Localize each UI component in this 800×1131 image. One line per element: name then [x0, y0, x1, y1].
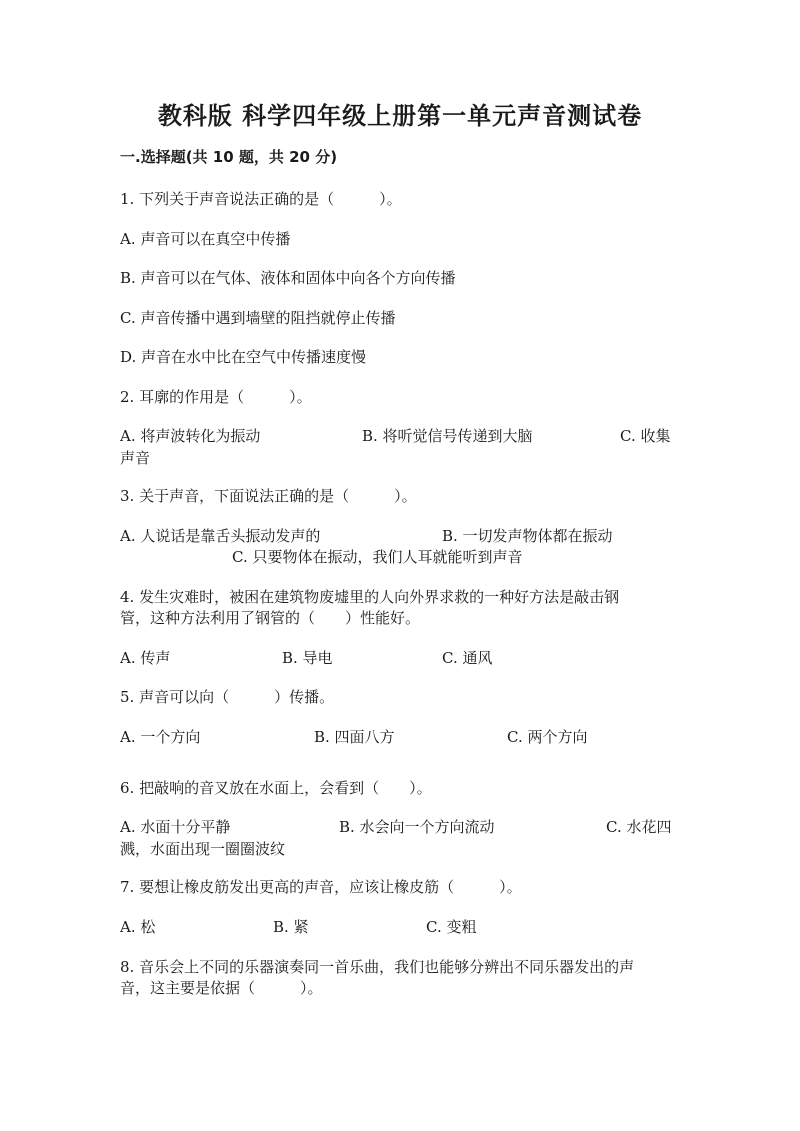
question-8-stem-line-2: 音，这主要是依据（ ）。 — [120, 979, 323, 997]
question-5-option-c[interactable]: C. 两个方向 — [507, 728, 588, 746]
question-5-stem: 5. 声音可以向（ ）传播。 — [120, 688, 335, 706]
question-7-option-c[interactable]: C. 变粗 — [426, 918, 477, 936]
question-3-option-a[interactable]: A. 人说话是靠舌头振动发声的 — [120, 527, 321, 545]
question-7-option-b[interactable]: B. 紧 — [273, 918, 309, 936]
question-2-option-c-continued: 声音 — [120, 449, 151, 467]
question-2-option-c[interactable]: C. 收集 — [620, 427, 671, 445]
page-title: 教科版 科学四年级上册第一单元声音测试卷 — [157, 102, 643, 130]
question-4-option-b[interactable]: B. 导电 — [282, 649, 333, 667]
question-2-option-b[interactable]: B. 将听觉信号传递到大脑 — [362, 427, 533, 445]
question-5-option-a[interactable]: A. 一个方向 — [120, 728, 201, 746]
question-3-option-c[interactable]: C. 只要物体在振动，我们人耳就能听到声音 — [232, 548, 523, 566]
question-5-option-b[interactable]: B. 四面八方 — [314, 728, 395, 746]
question-4-option-a[interactable]: A. 传声 — [120, 649, 171, 667]
question-4-stem-line-2: 管，这种方法利用了钢管的（ ）性能好。 — [120, 609, 421, 627]
question-1-option-a[interactable]: A. 声音可以在真空中传播 — [120, 230, 291, 248]
question-2-stem: 2. 耳廓的作用是（ ）。 — [120, 388, 312, 406]
question-1-option-c[interactable]: C. 声音传播中遇到墙壁的阻挡就停止传播 — [120, 309, 396, 327]
section-heading: 一.选择题(共 10 题，共 20 分) — [120, 148, 338, 166]
question-1-stem: 1. 下列关于声音说法正确的是（ ）。 — [120, 190, 402, 208]
question-7-option-a[interactable]: A. 松 — [120, 918, 156, 936]
question-3-stem: 3. 关于声音，下面说法正确的是（ ）。 — [120, 487, 417, 505]
question-6-stem: 6. 把敲响的音叉放在水面上，会看到（ ）。 — [120, 779, 432, 797]
question-2-option-a[interactable]: A. 将声波转化为振动 — [120, 427, 261, 445]
question-6-option-c[interactable]: C. 水花四 — [606, 818, 672, 836]
question-7-stem: 7. 要想让橡皮筋发出更高的声音，应该让橡皮筋（ ）。 — [120, 878, 522, 896]
question-4-stem-line-1: 4. 发生灾难时，被困在建筑物废墟里的人向外界求救的一种好方法是敲击钢 — [120, 588, 620, 606]
question-1-option-d[interactable]: D. 声音在水中比在空气中传播速度慢 — [120, 348, 367, 366]
question-6-option-a[interactable]: A. 水面十分平静 — [120, 818, 231, 836]
question-6-option-c-continued: 溅，水面出现一圈圈波纹 — [120, 840, 286, 858]
question-1-option-b[interactable]: B. 声音可以在气体、液体和固体中向各个方向传播 — [120, 269, 456, 287]
question-6-option-b[interactable]: B. 水会向一个方向流动 — [339, 818, 495, 836]
question-4-option-c[interactable]: C. 通风 — [442, 649, 493, 667]
question-8-stem-line-1: 8. 音乐会上不同的乐器演奏同一首乐曲，我们也能够分辨出不同乐器发出的声 — [120, 958, 635, 976]
question-3-option-b[interactable]: B. 一切发声物体都在振动 — [442, 527, 613, 545]
